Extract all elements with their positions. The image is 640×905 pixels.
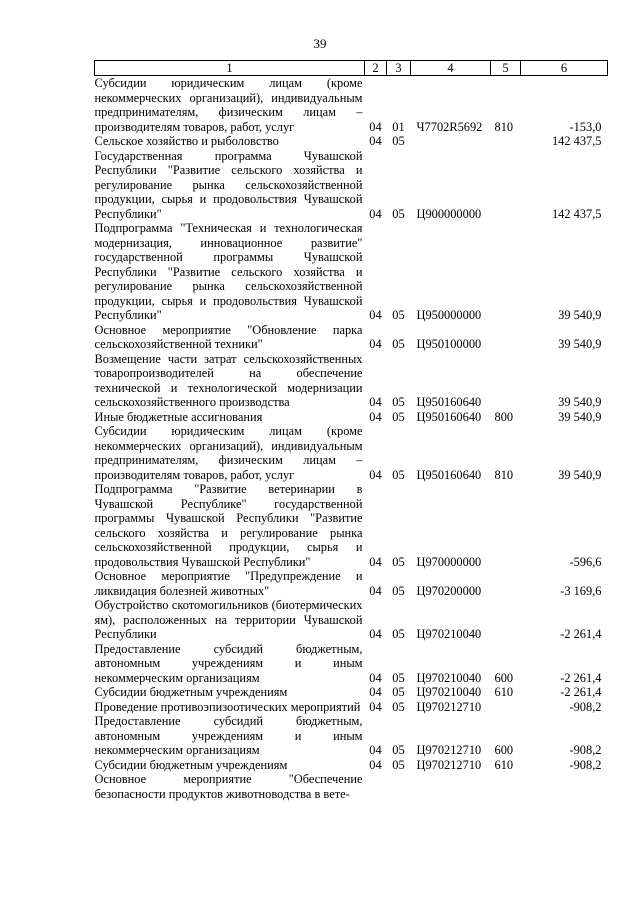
expense-type-code <box>491 569 521 598</box>
subsection-code <box>387 772 411 801</box>
subsection-code: 05 <box>392 134 405 148</box>
budget-table <box>94 60 608 801</box>
section-code: 04 <box>369 467 382 482</box>
column-header-1: 1 <box>95 61 365 76</box>
expense-type-code: 610 <box>494 757 514 772</box>
subsection-code: 05 <box>392 206 405 221</box>
section-code: 04 <box>369 119 382 134</box>
table-row <box>95 424 608 482</box>
item-name: Субсидии юридическим лицам (кроме некоммерческих организаций), индивидуальным предпринимателям, физическим лицам – производителям товаров, работ, услуг <box>94 76 363 134</box>
subsection-code: 05 <box>392 409 405 424</box>
target-article-code: Ц970200000 <box>416 583 482 598</box>
section-code: 04 <box>369 409 382 424</box>
section-code: 04 <box>369 583 382 598</box>
target-article-code <box>411 134 491 149</box>
item-name: Основное мероприятие "Предупреждение и ликвидация болезней животных" <box>94 569 363 598</box>
expense-type-code <box>491 598 521 642</box>
table-row <box>95 352 608 410</box>
expense-type-code: 600 <box>494 743 514 757</box>
amount: -2 261,4 <box>560 685 602 699</box>
target-article-code: Ц900000000 <box>416 206 482 221</box>
target-article-code: Ц970210040 <box>416 685 482 699</box>
expense-type-code <box>491 134 521 149</box>
target-article-code: Ц970000000 <box>416 554 482 569</box>
amount: -2 261,4 <box>560 627 602 641</box>
section-code: 04 <box>369 699 382 714</box>
subsection-code: 05 <box>392 337 405 351</box>
section-code: 04 <box>369 395 382 409</box>
expense-type-code: 800 <box>494 409 514 424</box>
amount: -596,6 <box>569 554 602 569</box>
subsection-code: 05 <box>392 685 405 699</box>
amount: 39 540,9 <box>558 467 602 482</box>
target-article-code: Ц970212710 <box>416 757 482 772</box>
amount: 142 437,5 <box>551 206 602 221</box>
amount <box>521 772 608 801</box>
table-row <box>95 714 608 758</box>
amount: 39 540,9 <box>558 409 602 424</box>
amount: 142 437,5 <box>551 134 602 148</box>
expense-type-code <box>491 323 521 352</box>
expense-type-code <box>491 221 521 323</box>
section-code: 04 <box>369 670 382 685</box>
target-article-code: Ч7702R5692 <box>416 119 483 134</box>
amount: -153,0 <box>569 119 602 134</box>
section-code: 04 <box>369 554 382 569</box>
subsection-code: 05 <box>392 395 405 409</box>
subsection-code: 05 <box>392 757 405 772</box>
table-row <box>95 221 608 323</box>
column-header-5: 5 <box>491 61 521 76</box>
amount: -908,2 <box>569 743 602 757</box>
item-name: Сельское хозяйство и рыболовство <box>94 134 279 148</box>
section-code: 04 <box>369 743 382 757</box>
expense-type-code <box>491 352 521 410</box>
subsection-code: 05 <box>392 670 405 685</box>
amount: 39 540,9 <box>558 308 602 322</box>
target-article-code: Ц970212710 <box>416 743 482 757</box>
table-row <box>95 410 608 425</box>
subsection-code: 05 <box>392 743 405 757</box>
table-body <box>95 76 608 802</box>
expense-type-code <box>491 772 521 801</box>
table-row <box>95 685 608 700</box>
section-code: 04 <box>369 308 382 322</box>
target-article-code: Ц950100000 <box>416 337 482 351</box>
amount: 39 540,9 <box>558 395 602 409</box>
target-article-code: Ц950160640 <box>416 395 482 409</box>
item-name: Субсидии юридическим лицам (кроме некоммерческих организаций), индивидуальным предпринимателям, физическим лицам – производителям товаров, работ, услуг <box>94 424 363 482</box>
amount: 39 540,9 <box>558 337 602 351</box>
item-name: Обустройство скотомогильников (биотермических ям), расположенных на территории Чувашской Республики <box>94 598 363 641</box>
subsection-code: 05 <box>392 308 405 322</box>
item-name: Возмещение части затрат сельскохозяйственных товаропроизводителей на обеспечение технической и технологической модернизации сельскохозяйственного производства <box>94 351 363 409</box>
item-name: Иные бюджетные ассигнования <box>94 409 263 424</box>
section-code: 04 <box>369 757 382 772</box>
expense-type-code: 610 <box>494 685 514 699</box>
header-row <box>95 61 608 76</box>
table-row <box>95 482 608 569</box>
table-row <box>95 76 608 135</box>
target-article-code: Ц950000000 <box>416 308 482 322</box>
table-row <box>95 149 608 222</box>
subsection-code: 05 <box>392 583 405 598</box>
amount: -908,2 <box>569 757 602 772</box>
item-name: Субсидии бюджетным учреждениям <box>94 757 288 772</box>
amount: -908,2 <box>569 699 602 714</box>
item-name: Основное мероприятие "Обеспечение безопасности продуктов животноводства в вете- <box>94 772 363 801</box>
expense-type-code: 600 <box>494 670 514 685</box>
column-header-6: 6 <box>521 61 608 76</box>
table-row <box>95 134 608 149</box>
subsection-code: 01 <box>392 119 405 134</box>
expense-type-code <box>491 149 521 222</box>
table-row <box>95 758 608 773</box>
page-number: 39 <box>313 36 327 51</box>
expense-type-code <box>491 482 521 569</box>
subsection-code: 05 <box>392 699 405 714</box>
item-name: Основное мероприятие "Обновление парка сельскохозяйственной техники" <box>94 322 363 351</box>
item-name: Подпрограмма "Развитие ветеринарии в Чувашской Республике" государственной программы Чувашской Республики "Развитие сельского хозяйства и регулирование рынка сельскохозяйственной продукции, сырья и продовольствия Чувашской Республики" <box>94 482 363 569</box>
target-article-code <box>411 772 491 801</box>
table-row <box>95 700 608 715</box>
item-name: Предоставление субсидий бюджетным, автономным учреждениям и иным некоммерческим организациям <box>94 641 363 685</box>
section-code: 04 <box>369 206 382 221</box>
item-name: Подпрограмма "Техническая и технологическая модернизация, инновационное развитие" государственной программы Чувашской Республики "Развитие сельского хозяйства и регулирование рынка сельскохозяйственной продукции, сырья и продовольствия Чувашской Республики" <box>94 221 363 322</box>
expense-type-code: 810 <box>494 119 514 134</box>
column-header-4: 4 <box>411 61 491 76</box>
item-name: Проведение противоэпизоотических мероприятий <box>94 699 361 714</box>
amount: -3 169,6 <box>560 583 602 598</box>
section-code: 04 <box>369 337 382 351</box>
table-row <box>95 772 608 801</box>
item-name: Субсидии бюджетным учреждениям <box>94 685 288 699</box>
section-code: 04 <box>369 134 382 148</box>
table-row <box>95 323 608 352</box>
target-article-code: Ц970212710 <box>416 699 482 714</box>
subsection-code: 05 <box>392 554 405 569</box>
subsection-code: 05 <box>392 627 405 641</box>
target-article-code: Ц950160640 <box>416 467 482 482</box>
table-row <box>95 569 608 598</box>
table-row <box>95 598 608 642</box>
target-article-code: Ц970210040 <box>416 627 482 641</box>
target-article-code: Ц970210040 <box>416 670 482 685</box>
section-code: 04 <box>369 627 382 641</box>
target-article-code: Ц950160640 <box>416 409 482 424</box>
expense-type-code <box>491 700 521 715</box>
item-name: Государственная программа Чувашской Республики "Развитие сельского хозяйства и регулирование рынка сельскохозяйственной продукции, сырья и продовольствия Чувашской Республики" <box>94 148 363 221</box>
column-header-3: 3 <box>387 61 411 76</box>
amount: -2 261,4 <box>560 670 602 685</box>
expense-type-code: 810 <box>494 467 514 482</box>
column-header-2: 2 <box>365 61 387 76</box>
item-name: Предоставление субсидий бюджетным, автономным учреждениям и иным некоммерческим организациям <box>94 714 363 757</box>
section-code: 04 <box>369 685 382 699</box>
subsection-code: 05 <box>392 467 405 482</box>
table-row <box>95 642 608 686</box>
section-code <box>365 772 387 801</box>
